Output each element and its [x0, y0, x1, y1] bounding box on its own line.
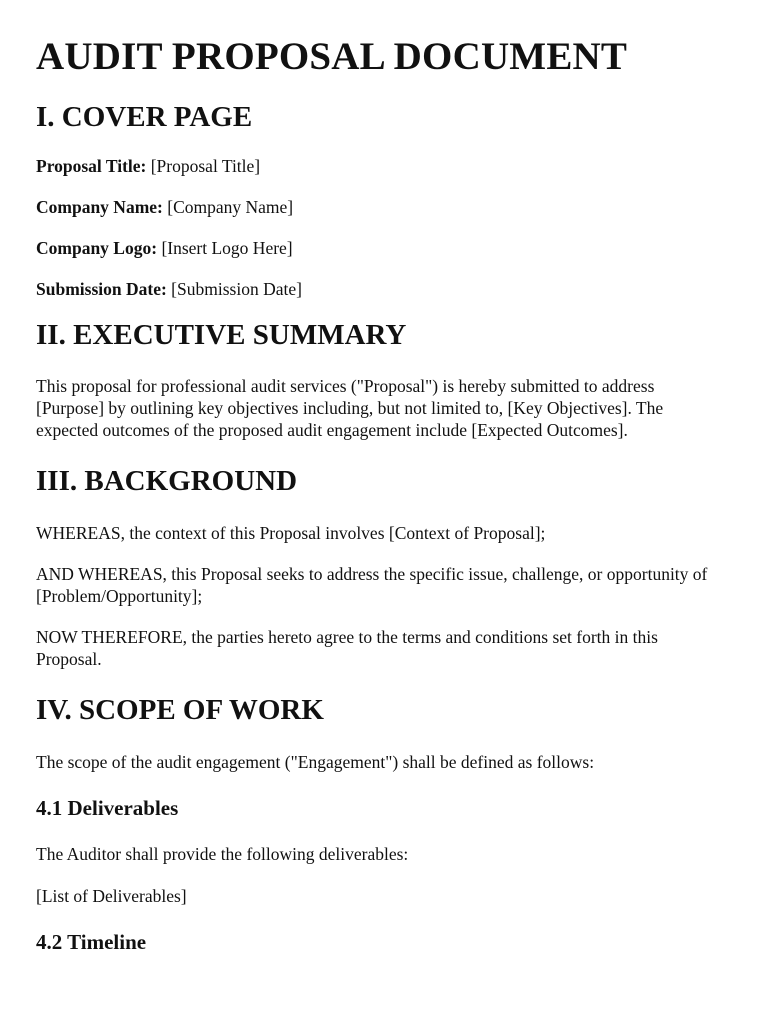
field-value: [Proposal Title] — [150, 156, 261, 176]
background-paragraph: WHEREAS, the context of this Proposal involves [Context of Proposal]; — [36, 523, 546, 543]
scope-of-work-intro: The scope of the audit engagement ("Engagement") shall be defined as follows: — [36, 752, 595, 772]
timeline-heading: 4.2 Timeline — [36, 930, 147, 954]
deliverables-list-placeholder: [List of Deliverables] — [36, 886, 187, 906]
field-label: Proposal Title: — [36, 156, 147, 176]
scope-of-work-heading: IV. SCOPE OF WORK — [36, 694, 324, 726]
field-label: Company Logo: — [36, 238, 158, 258]
background-section — [36, 464, 718, 670]
executive-summary-text: This proposal for professional audit services ("Proposal") is hereby submitted to address [Purpose] by outlining key objectives including, but not limited to, [Key Objectives]. The expected outcomes of the proposed audit engagement include [Expected Outcomes]. — [36, 376, 664, 440]
deliverables-intro: The Auditor shall provide the following deliverables: — [36, 844, 409, 864]
executive-summary-heading: II. EXECUTIVE SUMMARY — [36, 319, 407, 351]
deliverables-heading: 4.1 Deliverables — [36, 796, 179, 820]
scope-of-work-section — [36, 693, 718, 955]
document-title: AUDIT PROPOSAL DOCUMENT — [36, 35, 628, 78]
company-name-field — [36, 196, 718, 218]
field-value: [Insert Logo Here] — [161, 238, 293, 258]
submission-date-field — [36, 278, 718, 300]
background-heading: III. BACKGROUND — [36, 465, 298, 497]
cover-section — [36, 100, 718, 300]
company-logo-field — [36, 237, 718, 259]
field-value: [Submission Date] — [171, 279, 302, 299]
executive-summary-section — [36, 318, 718, 441]
background-paragraph: AND WHEREAS, this Proposal seeks to address the specific issue, challenge, or opportunity of [Problem/Opportunity]; — [36, 564, 708, 606]
proposal-title-field — [36, 155, 718, 177]
field-value: [Company Name] — [167, 197, 294, 217]
cover-heading: I. COVER PAGE — [36, 101, 253, 133]
background-paragraph: NOW THEREFORE, the parties hereto agree to the terms and conditions set forth in this Proposal. — [36, 627, 658, 669]
field-label: Company Name: — [36, 197, 163, 217]
field-label: Submission Date: — [36, 279, 167, 299]
